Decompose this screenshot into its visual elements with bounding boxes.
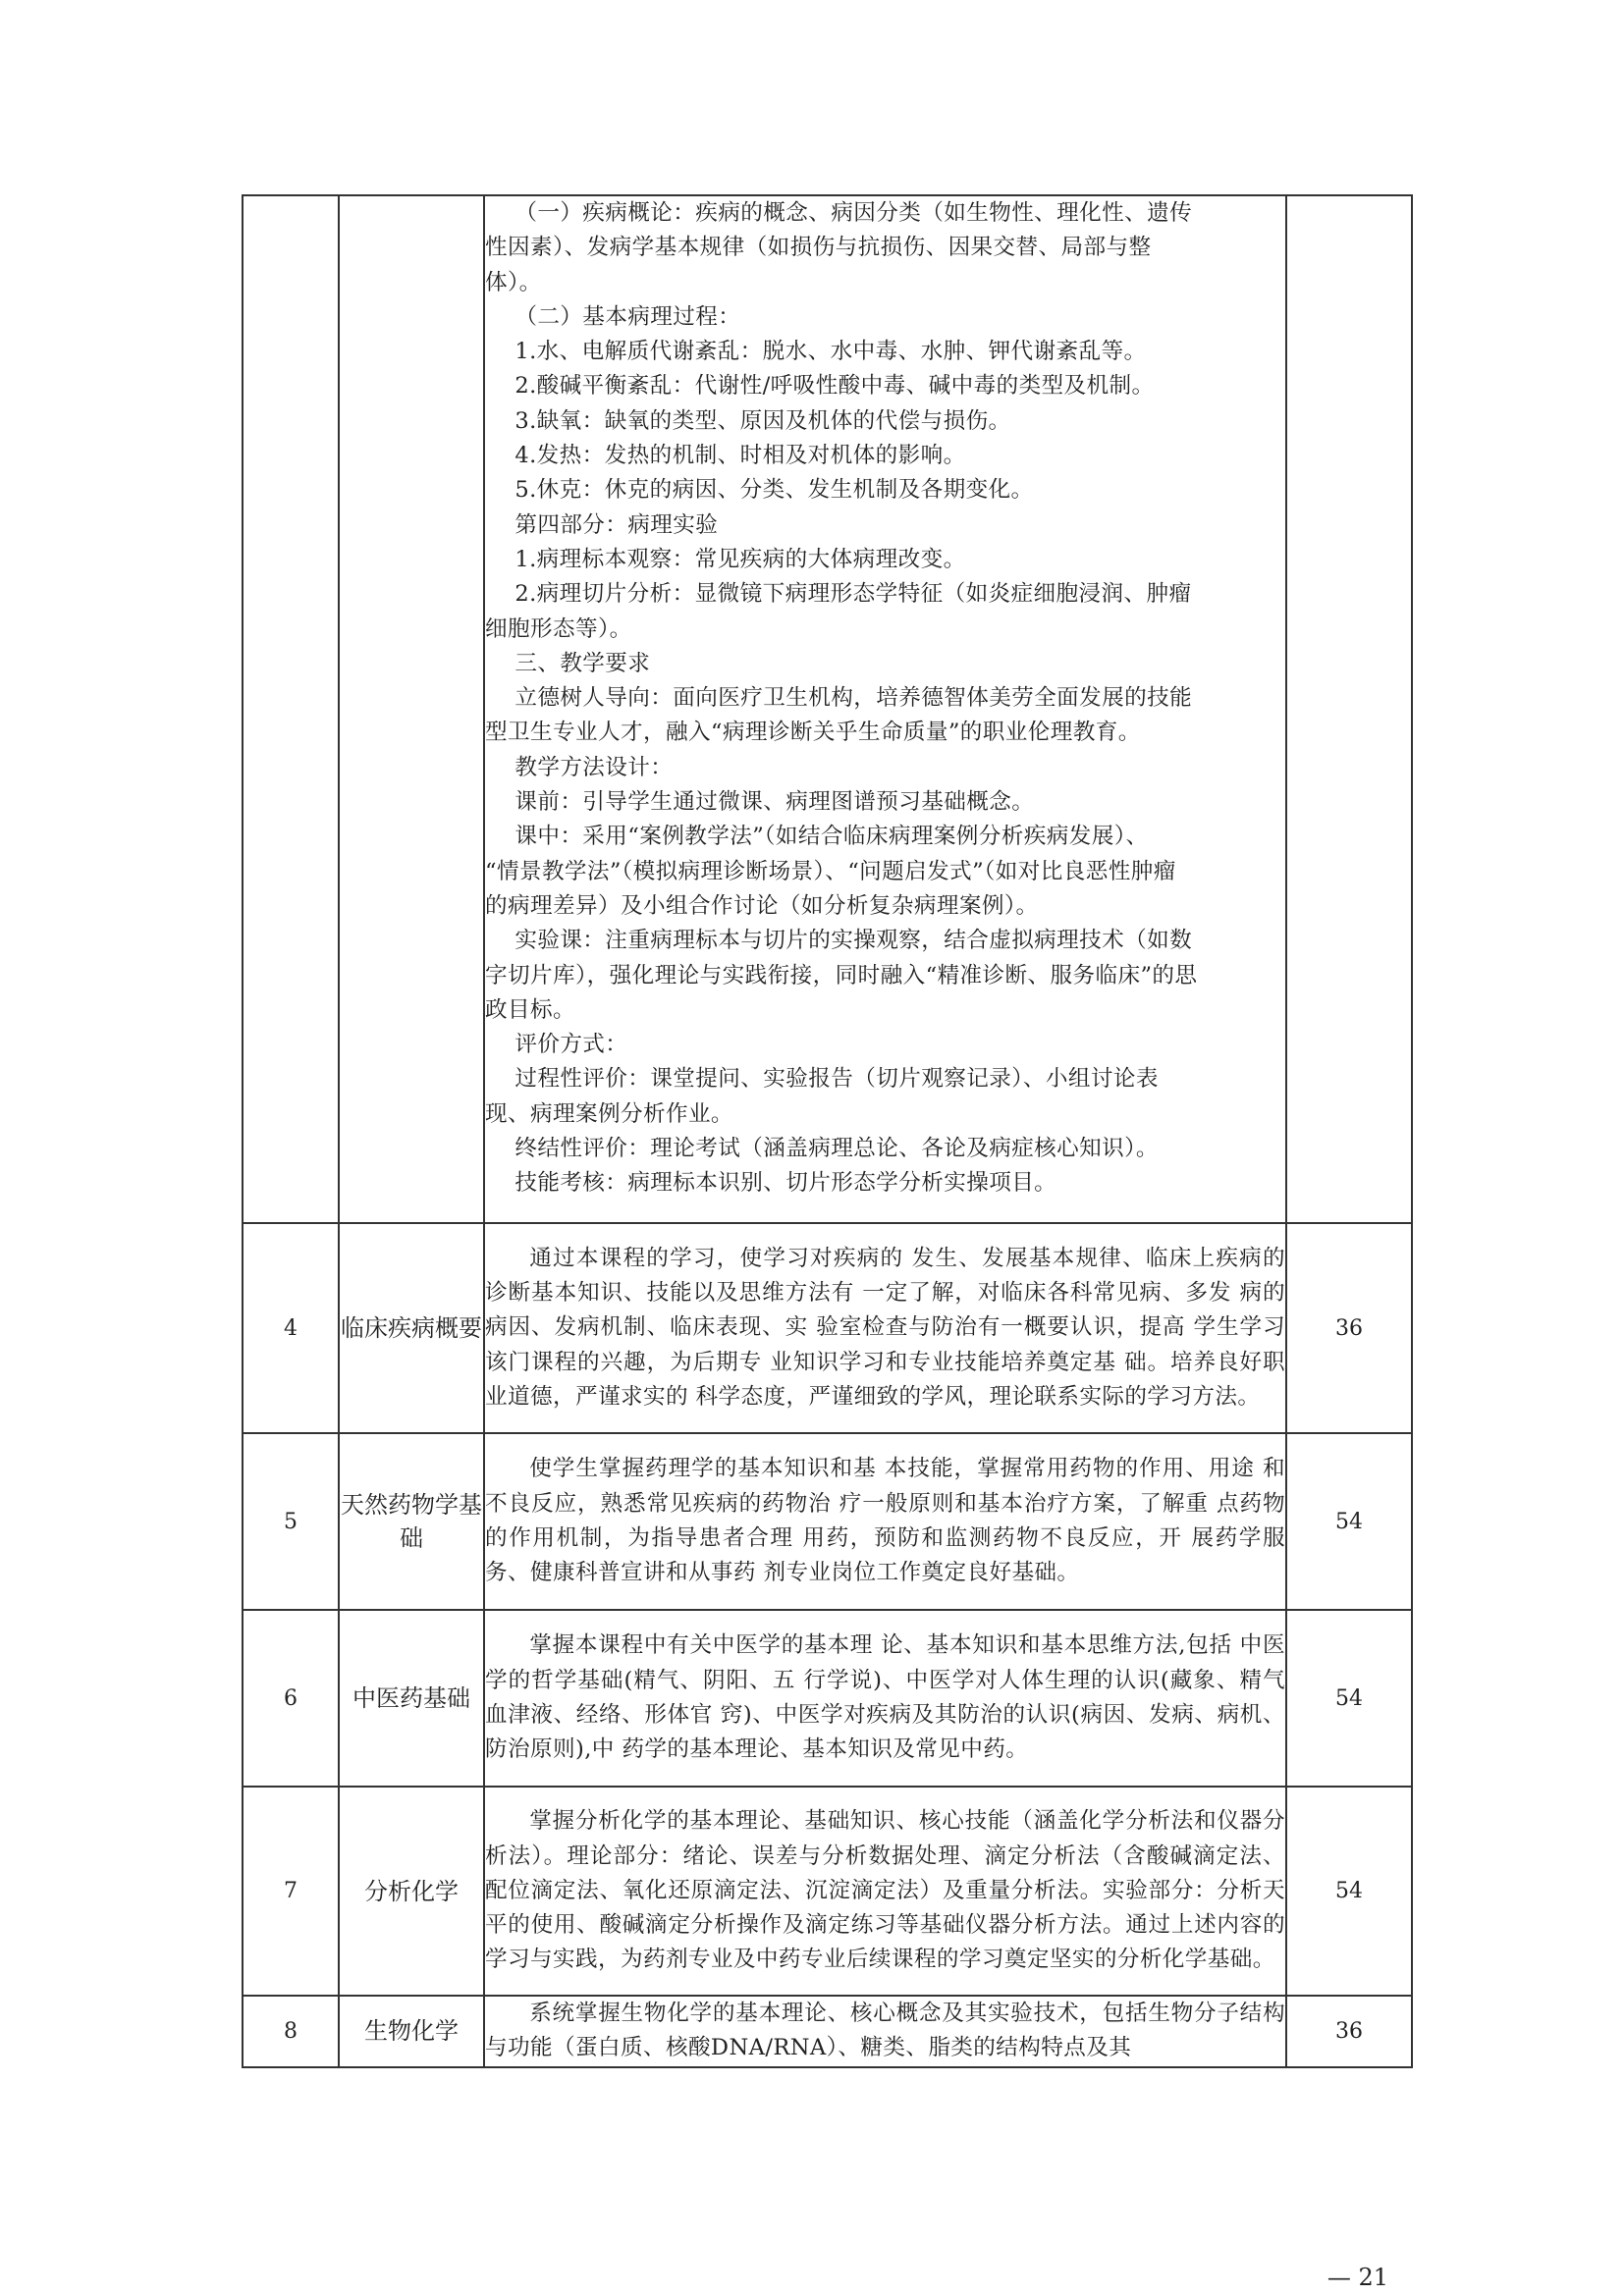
description-line: 1.病理标本观察：常见疾病的大体病理改变。: [485, 546, 966, 572]
course-description: [484, 1787, 1286, 1996]
description-line: 立德树人导向：面向医疗卫生机构，培养德智体美劳全面发展的技能: [485, 685, 1193, 712]
description-line: 体）。: [485, 269, 542, 295]
table-row-continued: [243, 195, 1412, 1223]
description-line: （二）基本病理过程：: [485, 303, 741, 330]
course-name: 中医药基础: [339, 1610, 484, 1787]
description-line: 1.水、电解质代谢紊乱：脱水、水中毒、水肿、钾代谢紊乱等。: [485, 339, 1147, 365]
course-number: 6: [243, 1610, 339, 1787]
table-row: [243, 1787, 1412, 1996]
course-hours: 54: [1286, 1433, 1412, 1610]
description-text: 系统掌握生物化学的基本理论、核心概念及其实验技术，包括生物分子结构与功能（蛋白质、核酸DNA/RNA）、糖类、脂类的结构特点及其: [485, 2001, 1285, 2061]
course-hours: 36: [1286, 1996, 1412, 2067]
description-line: 实验课：注重病理标本与切片的实操观察，结合虚拟病理技术（如数: [485, 928, 1193, 954]
course-name: 分析化学: [339, 1787, 484, 1996]
description-text: 掌握分析化学的基本理论、基础知识、核心技能（涵盖化学分析法和仪器分析法）。理论部分：绪论、误差与分析数据处理、滴定分析法（含酸碱滴定法、配位滴定法、氧化还原滴定法、沉淀滴定法）及重量分析法。实验部分：分析天平的使用、酸碱滴定分析操作及滴定练习等基础仪器分析方法。通过上述内容的学习与实践，为药剂专业及中药专业后续课程的学习奠定坚实的分析化学基础。: [485, 1808, 1285, 1973]
description-text: 使学生掌握药理学的基本知识和基 本技能，掌握常用药物的作用、用途 和不良反应，熟悉常见疾病的药物治 疗一般原则和基本治疗方案，了解重 点药物的作用机制，为指导患者合理 用药，预防和监测药物不良反应，开 展药学服务、健康科普宣讲和从事药 剂专业岗位工作奠定良好基础。: [485, 1456, 1285, 1586]
description-line: 技能考核：病理标本识别、切片形态学分析实操项目。: [485, 1170, 1057, 1197]
course-description: [484, 1610, 1286, 1787]
description-line: 课前：引导学生通过微课、病理图谱预习基础概念。: [485, 789, 1035, 816]
course-number: 5: [243, 1433, 339, 1610]
description-line: 2.酸碱平衡紊乱：代谢性/呼吸性酸中毒、碱中毒的类型及机制。: [485, 373, 1155, 400]
course-name: 生物化学: [339, 1996, 484, 2067]
course-name-cell: [339, 195, 484, 1223]
table-row: [243, 1610, 1412, 1787]
course-number: 4: [243, 1223, 339, 1433]
course-hours: 36: [1286, 1223, 1412, 1433]
table-row: [243, 1433, 1412, 1610]
course-hours: 54: [1286, 1787, 1412, 1996]
description-line: （一）疾病概论：疾病的概念、病因分类（如生物性、理化性、遗传: [485, 200, 1193, 226]
table-row: [243, 1223, 1412, 1433]
description-line: 政目标。: [485, 996, 575, 1023]
description-line: 5.休克：休克的病因、分类、发生机制及各期变化。: [485, 477, 1034, 504]
description-line: 3.缺氧：缺氧的类型、原因及机体的代偿与损伤。: [485, 407, 1011, 434]
course-description-continued: [484, 195, 1286, 1223]
description-line: 课中：采用“案例教学法”（如结合临床病理案例分析疾病发展）、: [485, 824, 1149, 850]
description-line: “情景教学法”（模拟病理诊断场景）、“问题启发式”（如对比良恶性肿瘤: [485, 858, 1176, 884]
description-line: 现、病理案例分析作业。: [485, 1100, 733, 1127]
description-line: 三、教学要求: [485, 650, 651, 676]
description-text: 通过本课程的学习，使学习对疾病的 发生、发展基本规律、临床上疾病的 诊断基本知识、技能以及思维方法有 一定了解，对临床各科常见病、多发 病的病因、发病机制、临床表现、实 验室检查与防治有一概要认识，提高 学生学习该门课程的兴趣，为后期专 业知识学习和专业技能培养奠定基 础。培养良好职业道德，严谨求实的 科学态度，严谨细致的学风，理论联系实际的学习方法。: [485, 1245, 1285, 1410]
description-lines: [485, 196, 1285, 1201]
description-line: 评价方式：: [485, 1032, 628, 1058]
course-number-cell: [243, 195, 339, 1223]
description-line: 字切片库），强化理论与实践衔接，同时融入“精准诊断、服务临床”的思: [485, 962, 1198, 988]
table-row: [243, 1996, 1412, 2067]
description-text: 掌握本课程中有关中医学的基本理 论、基本知识和基本思维方法,包括 中医学的哲学基础(精气、阴阳、五 行学说)、中医学对人体生理的认识(藏象、精气血津液、经络、形体官 窍)、中医学对疾病及其防治的认识(病因、发病、病机、防治原则),中 药学的基本理论、基本知识及常见中药。: [485, 1632, 1285, 1763]
course-number: 7: [243, 1787, 339, 1996]
description-line: 教学方法设计：: [485, 754, 674, 780]
course-name: 临床疾病概要: [339, 1223, 484, 1433]
course-hours-cell: [1286, 195, 1412, 1223]
description-line: 性因素）、发病学基本规律（如损伤与抗损伤、因果交替、局部与整: [485, 235, 1152, 261]
description-line: 细胞形态等）。: [485, 615, 632, 642]
description-line: 第四部分：病理实验: [485, 511, 719, 538]
description-line: 的病理差异）及小组合作讨论（如分析复杂病理案例）。: [485, 892, 1039, 919]
description-line: 4.发热：发热的机制、时相及对机体的影响。: [485, 443, 966, 469]
description-line: 终结性评价：理论考试（涵盖病理总论、各论及病症核心知识）。: [485, 1136, 1159, 1162]
course-name: 天然药物学基础: [339, 1433, 484, 1610]
course-table: [242, 194, 1413, 2068]
course-description: [484, 1433, 1286, 1610]
course-hours: 54: [1286, 1610, 1412, 1787]
description-line: 2.病理切片分析：显微镜下病理形态学特征（如炎症细胞浸润、肿瘤: [485, 581, 1192, 608]
description-line: 过程性评价：课堂提问、实验报告（切片观察记录）、小组讨论表: [485, 1066, 1159, 1093]
course-description: [484, 1996, 1286, 2067]
course-description: [484, 1223, 1286, 1433]
page-number: — 21: [1326, 2264, 1388, 2291]
description-line: 型卫生专业人才，融入“病理诊断关乎生命质量”的职业伦理教育。: [485, 720, 1141, 746]
course-number: 8: [243, 1996, 339, 2067]
